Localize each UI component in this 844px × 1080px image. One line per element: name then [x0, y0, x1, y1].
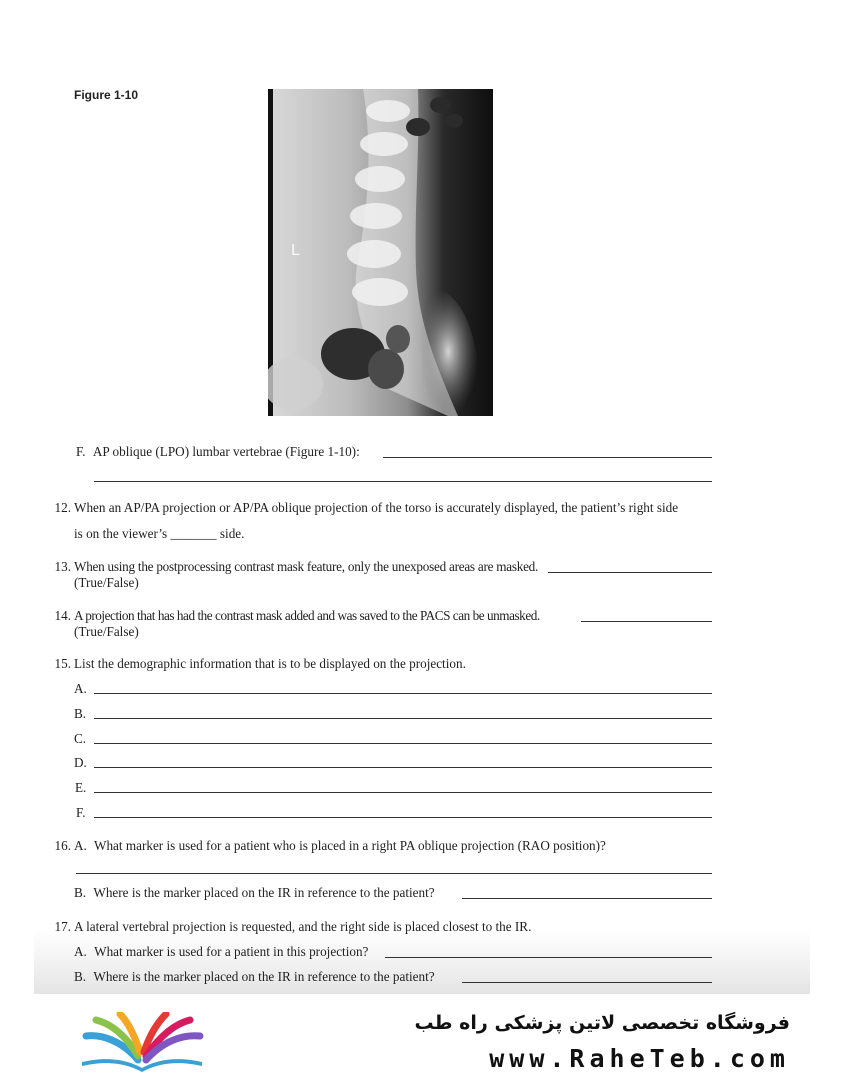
question-12-line2-post: side. — [219, 526, 245, 541]
answer-line[interactable] — [94, 718, 712, 719]
question-12-line1: When an AP/PA projection or AP/PA oblique projection of the torso is accurately displayed, the patient’s right side — [74, 500, 679, 515]
question-16a-letter: A. — [74, 838, 87, 853]
question-12-line2 — [74, 526, 244, 542]
answer-line[interactable] — [94, 743, 712, 744]
question-number: 16. — [54, 838, 71, 853]
question-16b — [74, 885, 435, 901]
question-number: 17. — [54, 919, 71, 934]
list-item-letter: D. — [74, 755, 87, 770]
answer-line[interactable] — [385, 957, 712, 958]
question-17a — [74, 944, 368, 960]
question-17b-letter: B. — [74, 969, 87, 984]
list-item-letter: E. — [75, 780, 87, 795]
answer-line[interactable] — [581, 621, 712, 622]
answer-line[interactable] — [548, 572, 712, 573]
question-17b-text: Where is the marker placed on the IR in reference to the patient? — [93, 969, 435, 984]
list-item-letter: A. — [74, 681, 87, 696]
question-number: 12. — [54, 500, 71, 515]
question-11f — [76, 444, 360, 460]
answer-line[interactable] — [94, 693, 712, 694]
list-item-letter: B. — [74, 706, 87, 721]
xray-image — [268, 89, 493, 416]
true-false-label: (True/False) — [74, 575, 139, 590]
answer-line[interactable] — [76, 873, 712, 874]
question-16a-text: What marker is used for a patient who is placed in a right PA oblique projection (RAO position)? — [94, 838, 606, 853]
list-item-letter: C. — [74, 731, 87, 746]
xray-drawing — [268, 89, 493, 416]
answer-line[interactable] — [94, 792, 712, 793]
answer-line[interactable] — [462, 982, 712, 983]
question-15-text: List the demographic information that is to be displayed on the projection. — [74, 656, 466, 671]
question-13-text: When using the postprocessing contrast mask feature, only the unexposed areas are masked. — [74, 559, 539, 574]
question-16b-letter: B. — [74, 885, 87, 900]
answer-line[interactable] — [94, 481, 712, 482]
question-17a-letter: A. — [74, 944, 87, 959]
question-12-blank[interactable]: _______ — [170, 526, 217, 541]
question-12-line2-pre: is on the viewer’s — [74, 526, 168, 541]
answer-line[interactable] — [383, 457, 712, 458]
figure-label: Figure 1-10 — [74, 88, 139, 102]
store-name-persian: فروشگاه تخصصی لاتین پزشکی راه طب — [414, 1012, 790, 1034]
answer-line[interactable] — [94, 817, 712, 818]
question-16b-text: Where is the marker placed on the IR in reference to the patient? — [93, 885, 435, 900]
question-number: 15. — [54, 656, 71, 671]
question-17a-text: What marker is used for a patient in this projection? — [94, 944, 369, 959]
xray-marker-letter: L — [291, 242, 300, 259]
answer-line[interactable] — [94, 767, 712, 768]
question-14-text: A projection that has had the contrast mask added and was saved to the PACS can be unmasked. — [74, 608, 540, 623]
question-17b — [74, 969, 435, 985]
question-number: 14. — [54, 608, 71, 623]
answer-line[interactable] — [462, 898, 712, 899]
website-link[interactable]: www.RaheTeb.com — [489, 1044, 790, 1073]
question-17-text: A lateral vertebral projection is requested, and the right side is placed closest to the IR. — [74, 919, 532, 934]
question-11f-text: AP oblique (LPO) lumbar vertebrae (Figure 1-10): — [92, 444, 360, 459]
question-11f-letter: F. — [76, 444, 86, 459]
true-false-label: (True/False) — [74, 624, 139, 639]
open-book-logo-icon — [78, 1012, 206, 1072]
question-number: 13. — [54, 559, 71, 574]
list-item-letter: F. — [76, 805, 86, 820]
